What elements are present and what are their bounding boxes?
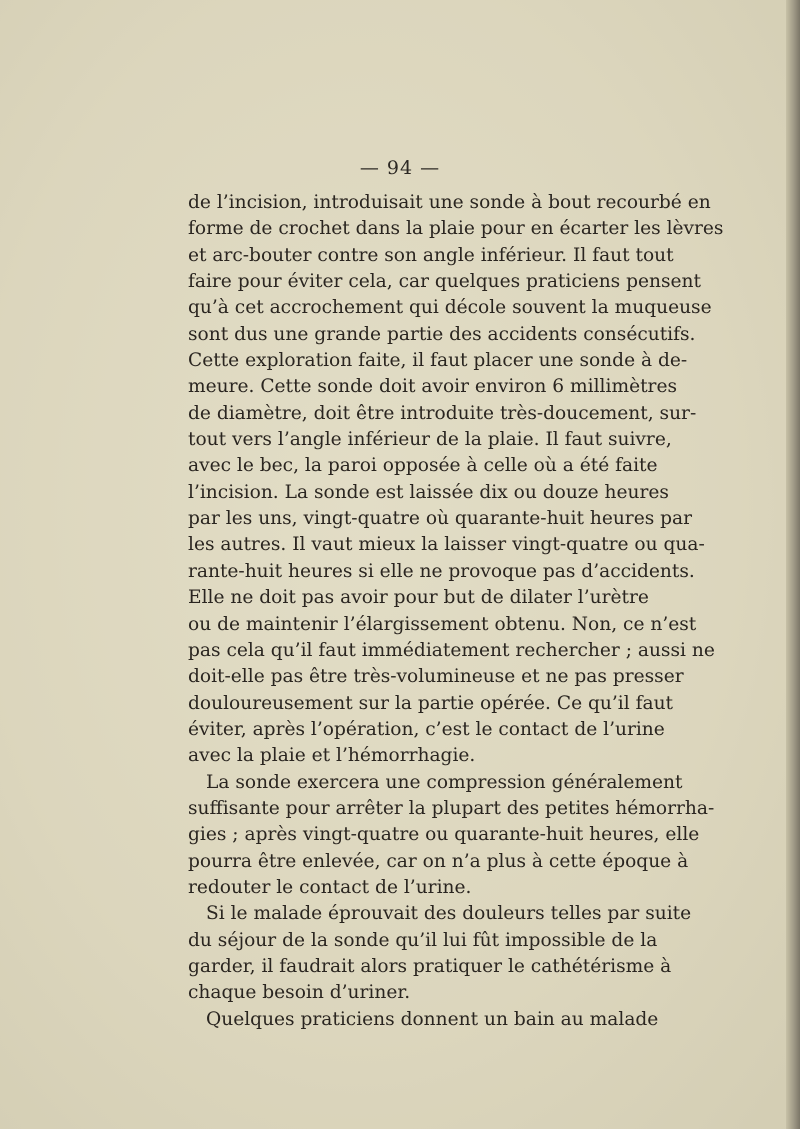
text-line: par les uns, vingt-quatre où quarante-huit heures par [188,508,693,530]
text-line: douloureusement sur la partie opérée. Ce qu’il faut [188,692,674,714]
text-line: redouter le contact de l’urine. [188,876,472,898]
text-line: La sonde exercera une compression généralement [206,771,683,793]
text-line: Si le malade éprouvait des douleurs telles par suite [206,903,692,925]
text-line: avec la plaie et l’hémorrhagie. [188,745,476,767]
text-line: sont dus une grande partie des accidents consécutifs. [188,323,696,345]
text-line: chaque besoin d’uriner. [188,982,411,1004]
text-line: pas cela qu’il faut immédiatement rechercher ; aussi ne [188,639,715,661]
page-number: — 94 — [359,157,441,179]
text-line: de diamètre, doit être introduite très-doucement, sur- [188,402,697,424]
text-line: avec le bec, la paroi opposée à celle où a été faite [188,455,658,477]
text-line: rante-huit heures si elle ne provoque pas d’accidents. [188,560,695,582]
text-line: Elle ne doit pas avoir pour but de dilater l’urètre [188,587,649,609]
text-line: faire pour éviter cela, car quelques praticiens pensent [188,271,702,293]
text-line: ou de maintenir l’élargissement obtenu. Non, ce n’est [188,613,697,635]
text-line: gies ; après vingt-quatre ou quarante-huit heures, elle [188,824,700,846]
text-line: de l’incision, introduisait une sonde à bout recourbé en [188,192,711,213]
text-line: forme de crochet dans la plaie pour en écarter les lèvres [188,218,724,240]
text-line: qu’à cet accrochement qui décole souvent la muqueuse [188,297,712,319]
text-line: suffisante pour arrêter la plupart des petites hémorrha- [188,797,715,819]
body-text [188,190,724,1033]
text-line: et arc-bouter contre son angle inférieur. Il faut tout [188,244,674,266]
text-line: pourra être enlevée, car on n’a plus à cette époque à [188,850,689,872]
text-line: éviter, après l’opération, c’est le contact de l’urine [188,718,665,740]
text-line: du séjour de la sonde qu’il lui fût impossible de la [188,929,658,951]
text-line: l’incision. La sonde est laissée dix ou douze heures [188,481,669,503]
text-line: garder, il faudrait alors pratiquer le cathétérisme à [188,955,672,977]
text-line: doit-elle pas être très-volumineuse et ne pas presser [188,666,684,688]
text-line: Cette exploration faite, il faut placer une sonde à de- [188,350,688,372]
text-line: Quelques praticiens donnent un bain au malade [206,1008,659,1030]
text-line: les autres. Il vaut mieux la laisser vingt-quatre ou qua- [188,534,705,556]
text-line: tout vers l’angle inférieur de la plaie. Il faut suivre, [188,429,672,451]
text-line: meure. Cette sonde doit avoir environ 6 millimètres [188,376,677,398]
